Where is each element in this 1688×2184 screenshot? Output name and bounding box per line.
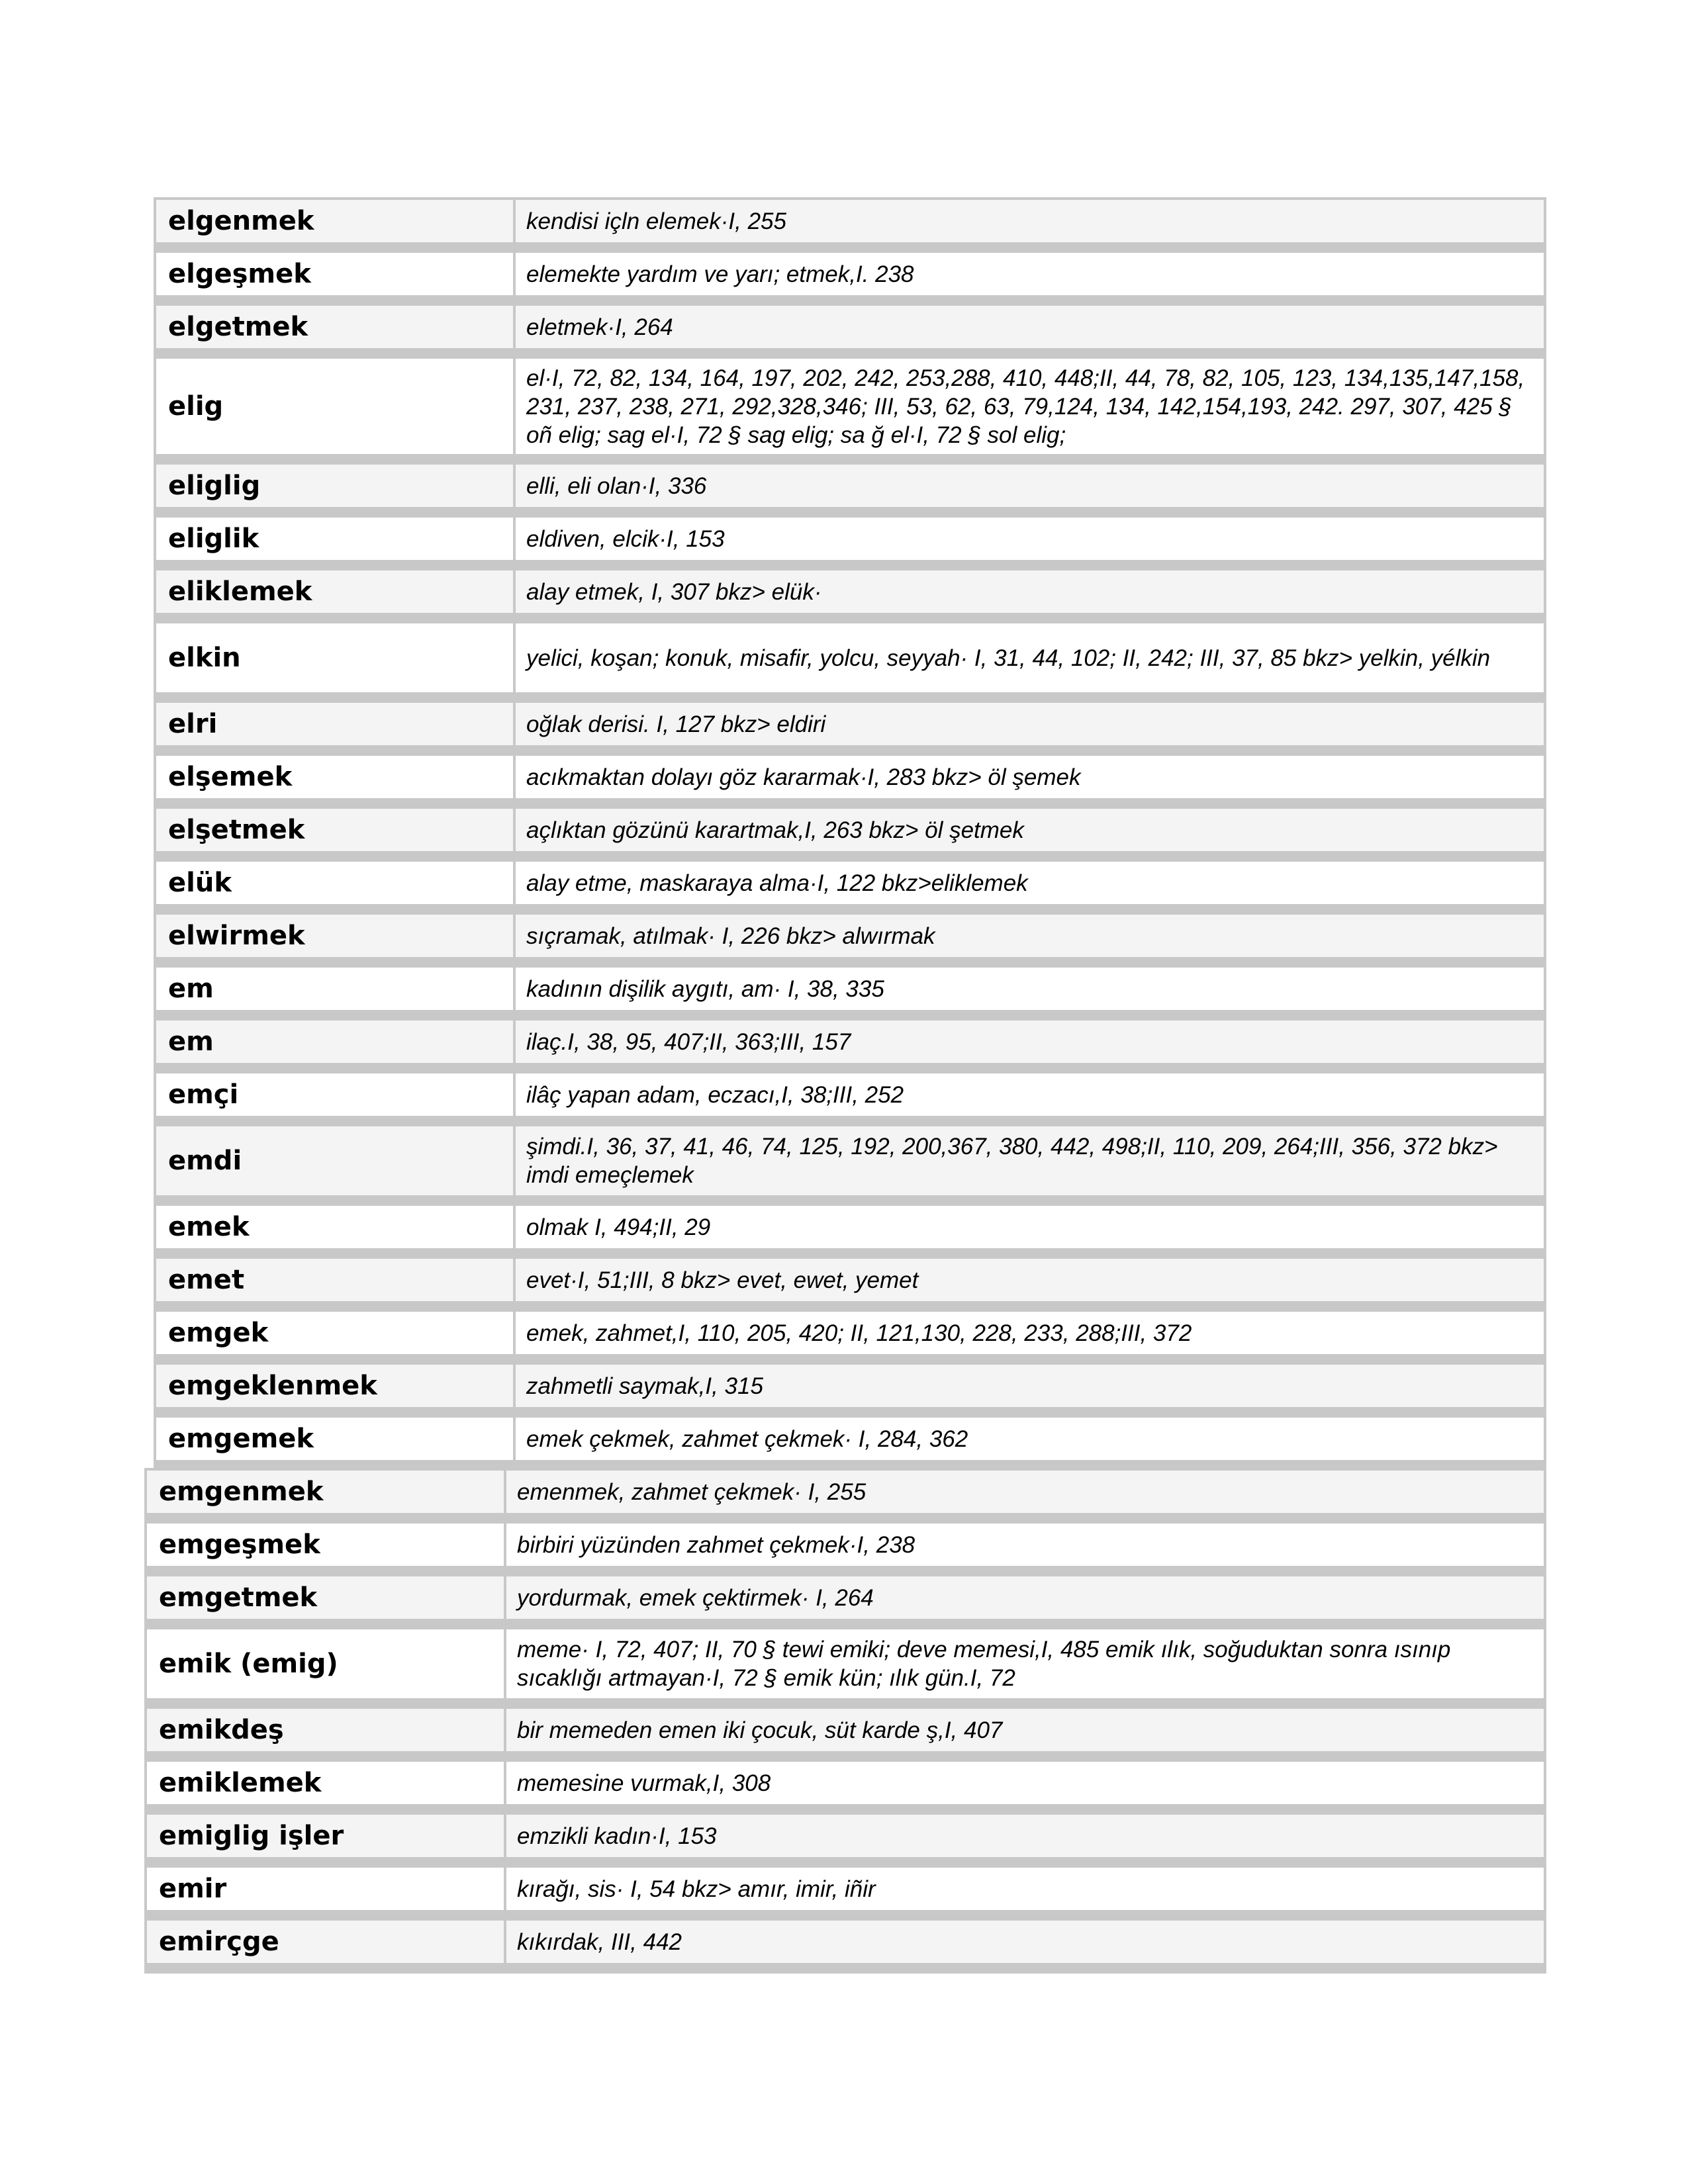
entry-definition: alay etmek, I, 307 bkz> elük· [526,578,822,605]
entry-definition: kıkırdak, III, 442 [517,1929,682,1955]
table-row [156,359,1544,465]
entry-definition: kırağı, sis· I, 54 bkz> amır, imir, iñir [517,1876,876,1902]
entry-definition: oğlak derisi. I, 127 bkz> eldiri [526,711,826,737]
table-row [156,1206,1544,1259]
entry-definition: zahmetli saymak,I, 315 [526,1373,763,1399]
entry-definition: eletmek·I, 264 [526,314,673,340]
entry-term: em [156,1021,516,1063]
entry-definition: yelici, koşan; konuk, misafir, yolcu, seyyah· I, 31, 44, 102; II, 242; III, 37, 85 bkz> yelkin, yélkin [526,645,1491,671]
entry-term: eliglik [156,518,516,560]
entry-term: emdi [156,1126,516,1195]
table-row [156,1073,1544,1126]
entry-term: emiklemek [147,1762,506,1804]
entry-term: emek [156,1206,516,1248]
entry-definition: sıçramak, atılmak· I, 226 bkz> alwırmak [526,923,935,949]
entry-definition: emenmek, zahmet çekmek· I, 255 [517,1479,867,1505]
table-row [147,1709,1544,1762]
entry-term: emiglig işler [147,1815,506,1857]
table-row [147,1629,1544,1709]
entry-term: emgeklenmek [156,1365,516,1407]
table-row [156,465,1544,518]
entry-definition: alay etme, maskaraya alma·I, 122 bkz>eliklemek [526,870,1028,896]
entry-definition: emek çekmek, zahmet çekmek· I, 284, 362 [526,1426,968,1452]
table-row [156,862,1544,915]
entry-definition: elli, eli olan·I, 336 [526,473,707,499]
entry-term: emikdeş [147,1709,506,1751]
dictionary-table-2 [144,1468,1546,1974]
entry-definition: acıkmaktan dolayı göz kararmak·I, 283 bkz> öl şemek [526,764,1081,790]
entry-term: eliklemek [156,570,516,613]
table-row [147,1471,1544,1524]
table-row [147,1576,1544,1629]
table-row [156,1021,1544,1073]
entry-definition: şimdi.I, 36, 37, 41, 46, 74, 125, 192, 200,367, 380, 442, 498;II, 110, 209, 264;III, 356, 372 bkz> imdi emeçlemek [526,1134,1498,1188]
table-row [156,756,1544,809]
entry-definition: kadının dişilik aygıtı, am· I, 38, 335 [526,976,884,1002]
entry-definition: ilaç.I, 38, 95, 407;II, 363;III, 157 [526,1028,851,1055]
entry-definition: ilâç yapan adam, eczacı,I, 38;III, 252 [526,1081,904,1108]
table-row [147,1762,1544,1815]
table-row [147,1868,1544,1921]
entry-term: elşetmek [156,809,516,851]
entry-definition: bir memeden emen iki çocuk, süt karde ş,I, 407 [517,1717,1003,1743]
table-row [156,968,1544,1021]
entry-definition: emzikli kadın·I, 153 [517,1823,717,1849]
table-row [147,1921,1544,1974]
table-row [156,518,1544,570]
table-row [156,200,1544,253]
table-row [156,1365,1544,1418]
entry-term: emçi [156,1073,516,1116]
table-row [156,306,1544,359]
dictionary-table-1 [154,197,1546,1471]
entry-term: elük [156,862,516,904]
entry-definition: emek, zahmet,I, 110, 205, 420; II, 121,130, 228, 233, 288;III, 372 [526,1320,1192,1346]
table-row [156,915,1544,968]
table-row [147,1524,1544,1576]
entry-term: emgetmek [147,1576,506,1619]
entry-term: elkin [156,623,516,692]
table-row [156,809,1544,862]
entry-term: emgeşmek [147,1524,506,1566]
entry-definition: olmak I, 494;II, 29 [526,1214,711,1240]
entry-term: emet [156,1259,516,1301]
table-row [156,1312,1544,1365]
entry-term: eliglig [156,465,516,507]
entry-term: elgeşmek [156,253,516,295]
table-row [156,1259,1544,1312]
table-row [156,1418,1544,1471]
entry-term: emgek [156,1312,516,1354]
entry-term: emir [147,1868,506,1910]
entry-term: elig [156,359,516,454]
entry-definition: memesine vurmak,I, 308 [517,1770,771,1796]
table-row [156,570,1544,623]
entry-definition: birbiri yüzünden zahmet çekmek·I, 238 [517,1531,915,1558]
entry-definition: evet·I, 51;III, 8 bkz> evet, ewet, yemet [526,1267,919,1293]
entry-term: emgenmek [147,1471,506,1513]
entry-definition: eldiven, elcik·I, 153 [526,525,725,552]
entry-definition: meme· I, 72, 407; II, 70 § tewi emiki; deve memesi,I, 485 emik ılık, soğuduktan sonra ısınıp sıcaklığı artmayan·I, 72 § emik kün; ılık gün.I, 72 [517,1637,1451,1691]
entry-definition: el·I, 72, 82, 134, 164, 197, 202, 242, 253,288, 410, 448;II, 44, 78, 82, 105, 123, 134,135,147,158, 231, 237, 238, 271, 292,328,346; III, 53, 62, 63, 79,124, 134, 142,154,193, 242. 297, 307, 425 § oñ elig; sag el·I, 72 § sag elig; sa ğ el·I, 72 § sol elig; [526,365,1525,448]
table-row [156,1126,1544,1206]
table-row [156,623,1544,703]
entry-term: emirçge [147,1921,506,1963]
entry-definition: yordurmak, emek çektirmek· I, 264 [517,1584,874,1611]
entry-term: elri [156,703,516,745]
table-row [147,1815,1544,1868]
entry-term: elşemek [156,756,516,798]
entry-term: emik (emig) [147,1629,506,1698]
entry-term: em [156,968,516,1010]
entry-definition: elemekte yardım ve yarı; etmek,I. 238 [526,261,914,287]
entry-term: emgemek [156,1418,516,1460]
entry-term: elwirmek [156,915,516,957]
entry-term: elgenmek [156,200,516,242]
table-row [156,253,1544,306]
table-row [156,703,1544,756]
entry-definition: kendisi içln elemek·I, 255 [526,208,786,234]
entry-term: elgetmek [156,306,516,348]
entry-definition: açlıktan gözünü karartmak,I, 263 bkz> öl şetmek [526,817,1024,843]
